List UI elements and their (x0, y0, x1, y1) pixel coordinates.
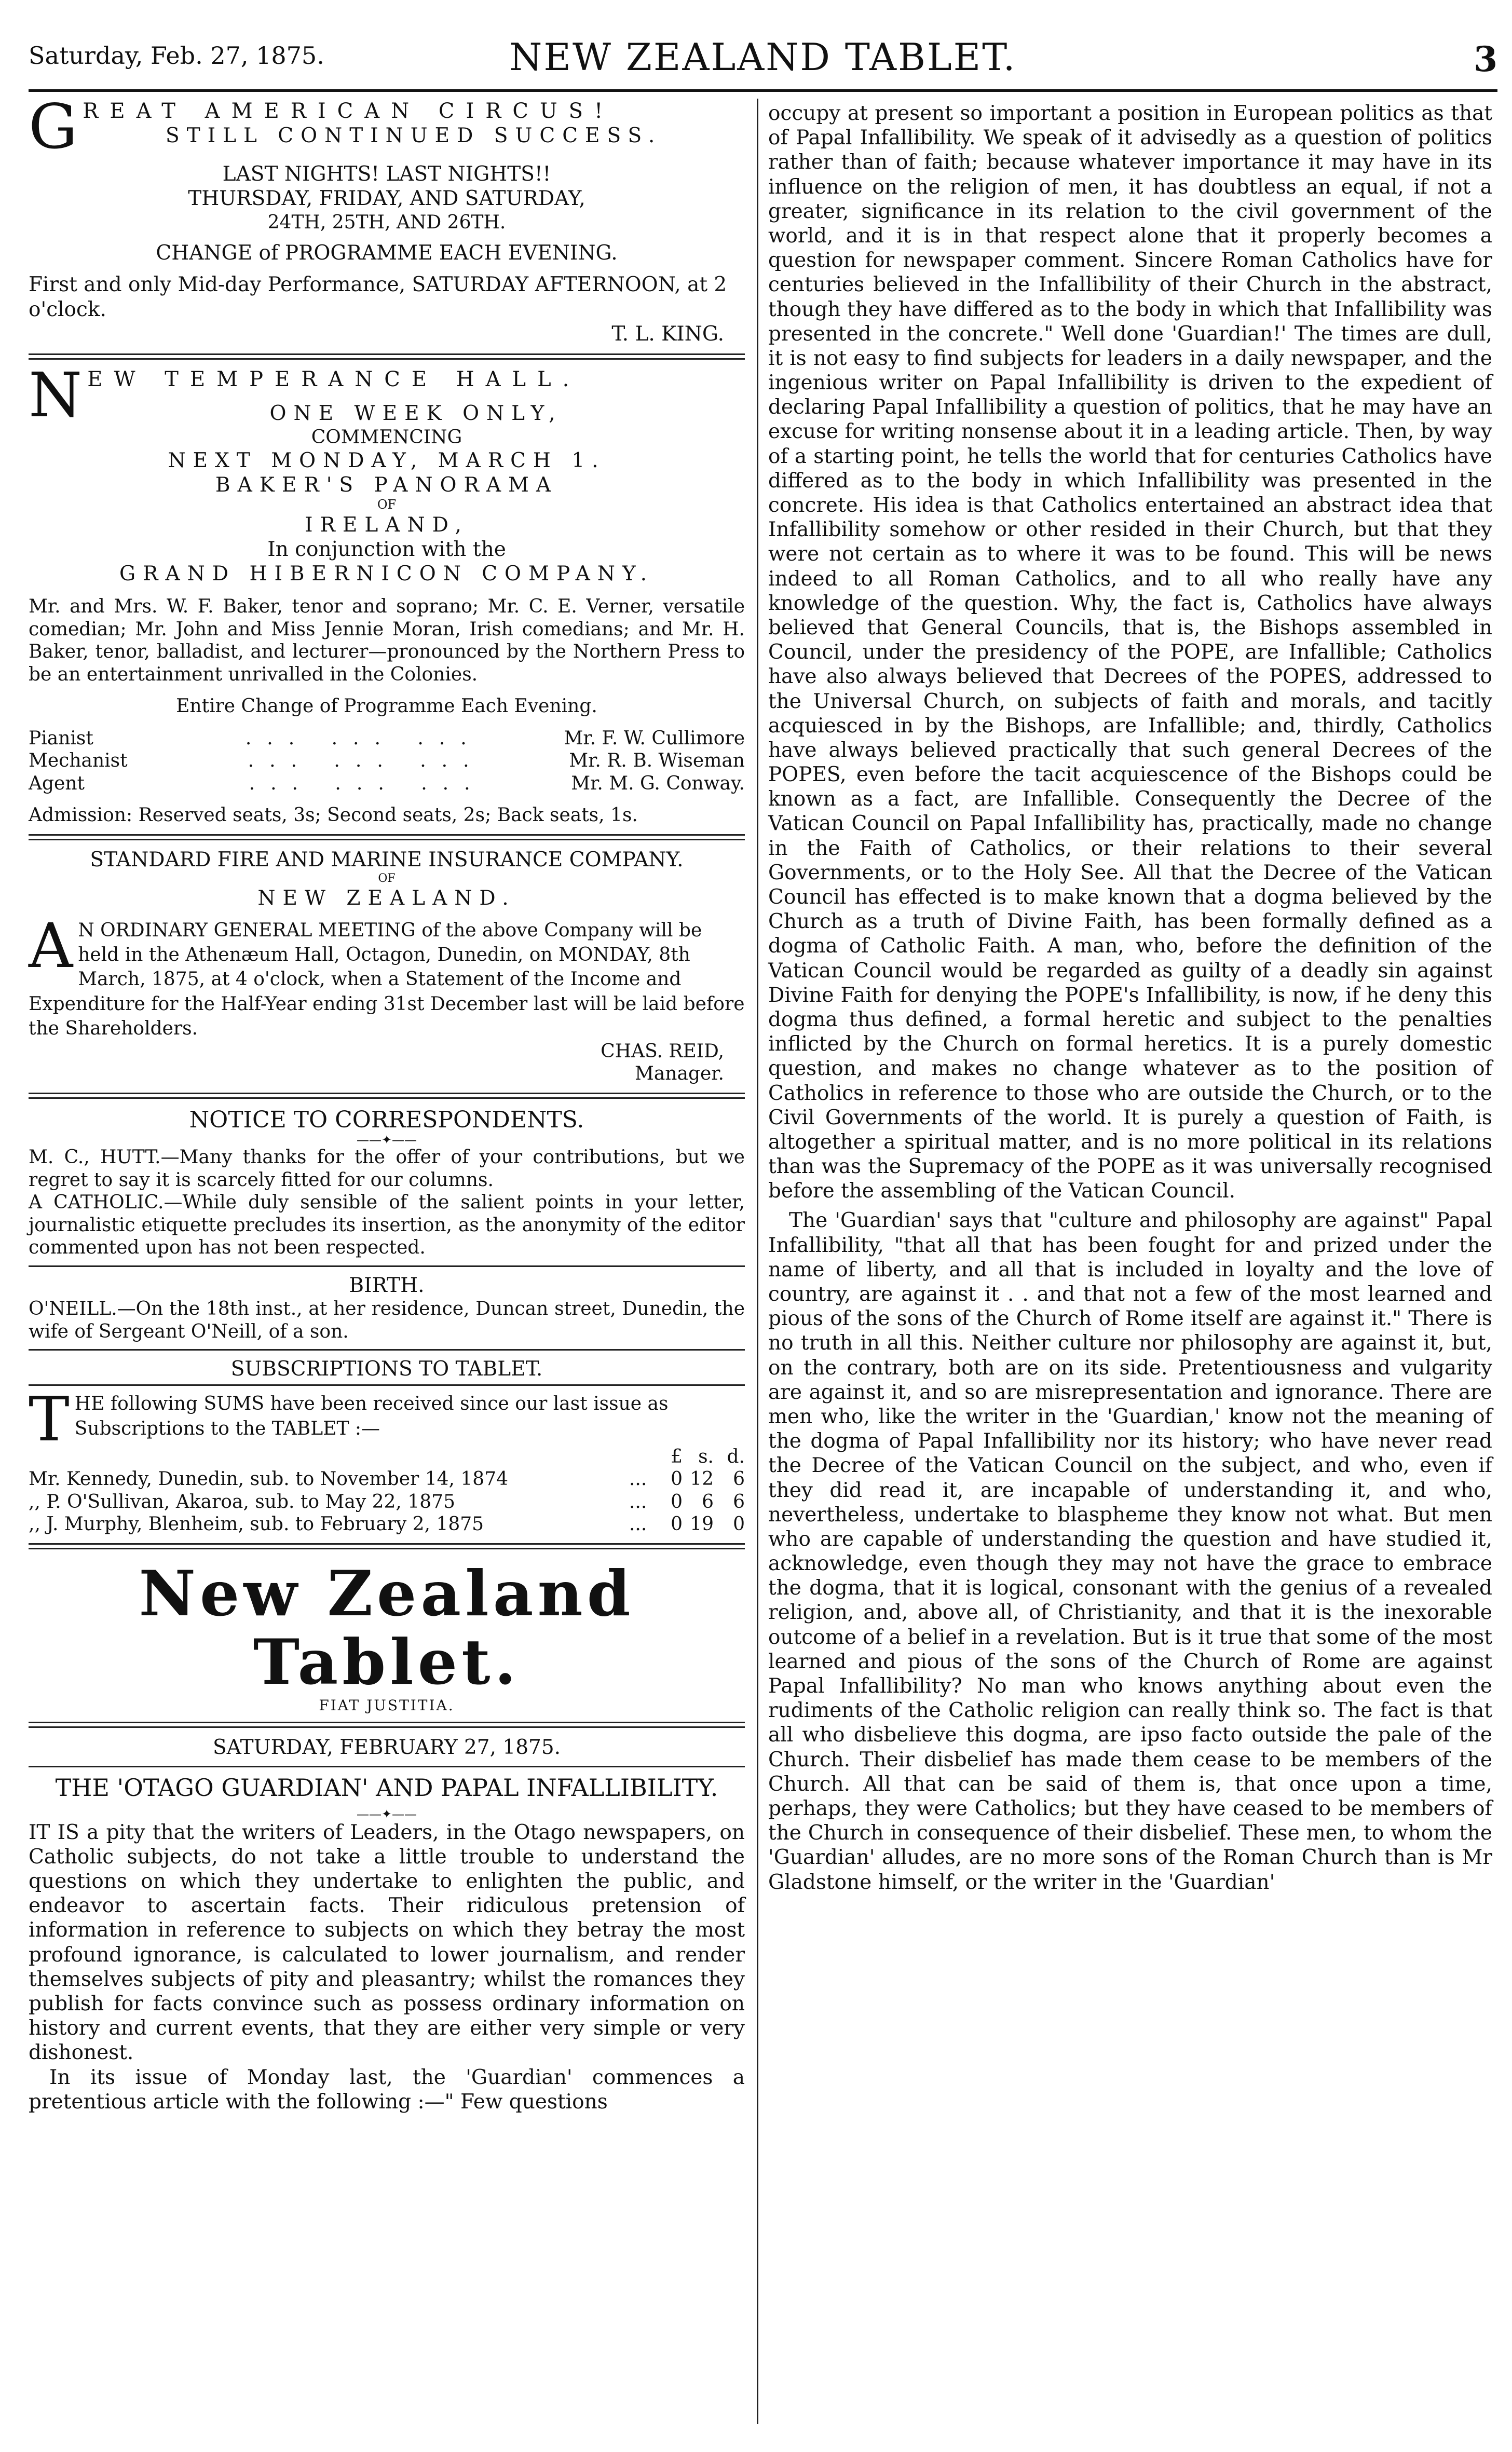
masthead-motto: FIAT JUSTITIA. (319, 1696, 455, 1714)
insurance-body: N ORDINARY GENERAL MEETING of the above Company will be held in the Athenæum Hall, Octagon, Dunedin, on MONDAY, 8th March, 1875, at 4 o'clock, when a Statement of the Income and Expenditure for the Half-Year ending 31st December last will be laid before the Shareholders. (29, 919, 745, 1039)
ornament: ——✦—— (356, 1806, 417, 1821)
subscriptions-section (29, 1357, 745, 1536)
temperance-line4: BAKER'S PANORAMA (215, 473, 559, 497)
circus-line1: LAST NIGHTS! LAST NIGHTS!! (222, 162, 551, 186)
editorial-date: SATURDAY, FEBRUARY 27, 1875. (212, 1735, 561, 1759)
section-rule (29, 1384, 745, 1386)
table-header-row: £ s. d. (671, 1446, 745, 1467)
temperance-body: Mr. and Mrs. W. F. Baker, tenor and soprano; Mr. C. E. Verner, versatile comedian; Mr. John and Miss Jennie Moran, Irish comedians; and Mr. H. Baker, tenor, balladist, and lecturer—pronounced by the Northern Press to be an entertainment unrivalled in the Colonies. (29, 596, 745, 685)
temperance-advert (29, 359, 745, 827)
editorial-paragraph: In its issue of Monday last, the 'Guardian' commences a pretentious article with the following :—" Few questions (29, 2065, 745, 2114)
birth-title: BIRTH. (349, 1273, 425, 1297)
circus-line3: 24TH, 25TH, AND 26TH. (267, 211, 506, 233)
insurance-dropcap: A (29, 909, 73, 982)
notice-item: M. C., HUTT.—Many thanks for the offer of your contributions, but we regret to say it is scarcely fitted for our columns. (29, 1147, 745, 1191)
section-rule (29, 1265, 745, 1267)
insurance-signature-role: Manager. (634, 1063, 724, 1085)
temperance-admission: Admission: Reserved seats, 3s; Second seats, 2s; Back seats, 1s. (29, 805, 638, 826)
insurance-notice (29, 848, 745, 1085)
circus-advert (29, 91, 745, 346)
subscriptions-table (29, 1446, 745, 1536)
table-row: Mr. Kennedy, Dunedin, sub. to November 14, 1874 ... 0 12 6 (29, 1468, 745, 1490)
section-rule (29, 353, 745, 360)
masthead-title: New Zealand Tablet. (139, 1557, 635, 1699)
birth-section (29, 1273, 745, 1343)
circus-dropcap: G (29, 91, 78, 162)
editorial-paragraph: The 'Guardian' says that "culture and philosophy are against" Papal Infallibility, "that all that has been fought for and prized under the name of liberty, and all that is included in loyalty and the love of country, are against it . . and that not a few of the most learned and pious of the sons of the Church of Rome itself are against it." There is no truth in all this. Neither culture nor philosophy are against it, but, on the contrary, both are on its side. Pretentiousness and vulgarity are against it, and so are misrepresentation and ignorance. There are men who, like the writer in the 'Guardian,' know not the meaning of the dogma of Papal Infallibility nor its history; who have never read the Decree of the Vatican Council on the subject, and who, even if they did read it, are incapable of understanding it, and who, nevertheless, undertake to blaspheme they know not what. But men who are capable of understanding the question and have studied it, acknowledge, even though they may not have the grace to embrace the dogma, that it is logical, consonant with the genius of a revealed religion, and, above all, of Christianity, and that it is the inexorable outcome of a belief in a revelation. But is it true that some of the most learned and pious of the sons of the Church of Rome are against Papal Infallibility? No man who knows anything about even the rudiments of the Catholic religion can really think so. The fact is that all who disbelieve this dogma, are ipso facto outside the pale of the Church. Their disbelief has made them cease to be members of the Church. All that can be said of them is, that once upon a time, perhaps, they were Catholics; but they have ceased to be members of the Church in consequence of their disbelief. These men, to whom the 'Guardian' alludes, are no more sons of the Roman Church than is Mr Gladstone himself, or the writer in the 'Guardian' (768, 1209, 1492, 1894)
table-row: ,, J. Murphy, Blenheim, sub. to February 2, 1875 ... 0 19 0 (29, 1514, 745, 1535)
subscriptions-intro: HE following SUMS have been received since our last issue as Subscriptions to the TABLET :— (74, 1393, 669, 1439)
section-rule (29, 1766, 745, 1767)
staff-row: Agent ... ... ... Mr. M. G. Conway. (29, 772, 745, 794)
page-header (29, 10, 1497, 83)
insurance-signature: CHAS. REID, (601, 1040, 724, 1062)
circus-signature: T. L. KING. (611, 322, 724, 346)
staff-row: Mechanist ... ... ... Mr. R. B. Wiseman (29, 750, 745, 772)
insurance-of: OF (378, 872, 396, 886)
circus-title: REAT AMERICAN CIRCUS! (83, 99, 615, 123)
editorial-paragraph: IT IS a pity that the writers of Leaders, in the Otago newspapers, on Catholic subjects, do not take a little trouble to understand the questions on which they undertake to enlighten the public, and endeavor to ascertain facts. Their ridiculous pretension of information in reference to subjects on which they betray the most profound ignorance, is calculated to lower journalism, and render themselves subjects of pity and pleasantry; whilst the romances they publish for facts convince such as possess ordinary information on history and current events, that they are either very simple or very dishonest. (29, 1820, 745, 2065)
table-row: ,, P. O'Sullivan, Akaroa, sub. to May 22, 1875 ... 0 6 6 (29, 1491, 745, 1513)
notice-title: NOTICE TO CORRESPONDENTS. (189, 1107, 584, 1133)
temperance-dropcap: N (29, 359, 83, 431)
subscriptions-title: SUBSCRIPTIONS TO TABLET. (230, 1357, 543, 1381)
newspaper-title: NEW ZEALAND TABLET. (509, 35, 1017, 79)
notice-item: A CATHOLIC.—While duly sensible of the salient points in your letter, journalistic etiquette precludes its insertion, as the anonymity of the editor commented upon has not been respected. (29, 1192, 745, 1259)
header-date: Saturday, Feb. 27, 1875. (29, 42, 324, 70)
insurance-title: STANDARD FIRE AND MARINE INSURANCE COMPANY. (90, 848, 684, 871)
page-number: 3 (1474, 39, 1497, 79)
staff-row: Pianist ... ... ... Mr. F. W. Cullimore (29, 727, 745, 749)
notice-section (29, 1106, 745, 1259)
section-rule (29, 1349, 745, 1351)
temperance-line5: OF (377, 497, 397, 512)
temperance-staff (29, 727, 745, 795)
temperance-line7: In conjunction with the (267, 537, 506, 561)
temperance-line8: GRAND HIBERNICON COMPANY. (119, 562, 655, 585)
circus-line2: THURSDAY, FRIDAY, AND SATURDAY, (188, 187, 585, 211)
left-column (29, 91, 745, 2114)
column-divider (757, 99, 758, 2424)
editorial-paragraph: occupy at present so important a position in European politics as that of Papal Infallibility. We speak of it advisedly as a question of politics rather than of faith; because whatever importance it may have in its influence on the religion of men, it has doubtless an equal, if not a greater, significance in its relation to the civil government of the world, and it is in that respect alone that it properly becomes a question for newspaper comment. Sincere Roman Catholics have for centuries believed in the Infallibility of their Church in the abstract, though they have differed as to the body in which that Infallibility was presented in the concrete." Well done 'Guardian!' The times are dull, it is not easy to find subjects for leaders in a daily newspaper, and the ingenious writer on Papal Infallibility is driven to the expedient of declaring Papal Infallibility a question of politics, that he may have an excuse for writing nonsense about it in a leading article. Then, by way of a starting point, he tells the world that for centuries Catholics have differed as to the body in which Infallibility was presented in the concrete. His idea is that Catholics entertained an abstract idea that Infallibility somehow or other resided in their Church, but that they were not certain as to where it was to be found. This will be news indeed to all Roman Catholics, and to all who really have any knowledge of the question. Why, the fact is, Catholics have always believed that General Councils, that is, the Bishops assembled in Council, under the presidency of the POPE, are Infallible; Catholics have also always believed that Decrees of the POPES, addressed to the Universal Church, on subjects of faith and morals, and tacitly acquiesced in by the Bishops, are Infallible; and, thirdly, Catholics have always believed practically that such general Decrees of the POPES, even before the tacit acquiescence of the Bishops could be known as a fact, are Infallible. Consequently the Decree of the Vatican Council on Papal Infallibility has, practically, made no change in the Faith of Catholics, or their relations to their several Governments, or to the Holy See. All that the Decree of the Vatican Council has effected is to make known that a dogma believed by the Church as a truth of Divine Faith, has been formally defined as a dogma of Catholic Faith. A man, who, before the definition of the Vatican Council would be regarded as guilty of a deadly sin against Divine Faith for denying the POPE's Infallibility, is now, if he deny this dogma thus defined, a formal heretic and subject to the penalties inflicted by the Church on formal heretics. It is a purely domestic question, and makes no change whatever as to the position of Catholics in reference to those who are outside the Church, or to the Civil Governments of the world. It is purely a question of Faith, is altogether a spiritual matter, and is no more political in its relations than was the Supremacy of the POPE as it was universally recognised before the assembling of the Vatican Council. (768, 102, 1492, 1203)
circus-line5: First and only Mid-day Performance, SATURDAY AFTERNOON, at 2 o'clock. (29, 273, 727, 321)
temperance-line3: NEXT MONDAY, MARCH 1. (168, 449, 606, 473)
subscriptions-dropcap: T (29, 1383, 70, 1455)
right-column (768, 101, 1492, 1895)
section-rule (29, 1543, 745, 1549)
temperance-line1: ONE WEEK ONLY, (269, 402, 563, 426)
temperance-change: Entire Change of Programme Each Evening. (176, 696, 597, 717)
circus-subtitle: STILL CONTINUED SUCCESS. (165, 124, 662, 148)
temperance-line2: COMMENCING (311, 426, 462, 448)
header-rule (29, 89, 1497, 92)
temperance-line6: IRELAND, (305, 513, 469, 537)
section-rule (29, 834, 745, 840)
insurance-place: NEW ZEALAND. (257, 886, 516, 910)
ornament: ——✦—— (356, 1133, 417, 1148)
temperance-title: EW TEMPERANCE HALL. (87, 367, 581, 391)
section-rule (29, 1722, 745, 1728)
section-rule (29, 1093, 745, 1099)
circus-line4: CHANGE of PROGRAMME EACH EVENING. (156, 241, 618, 265)
birth-text: O'NEILL.—On the 18th inst., at her residence, Duncan street, Dunedin, the wife of Sergeant O'Neill, of a son. (29, 1298, 745, 1342)
editorial-title: THE 'OTAGO GUARDIAN' AND PAPAL INFALLIBILITY. (55, 1773, 718, 1802)
